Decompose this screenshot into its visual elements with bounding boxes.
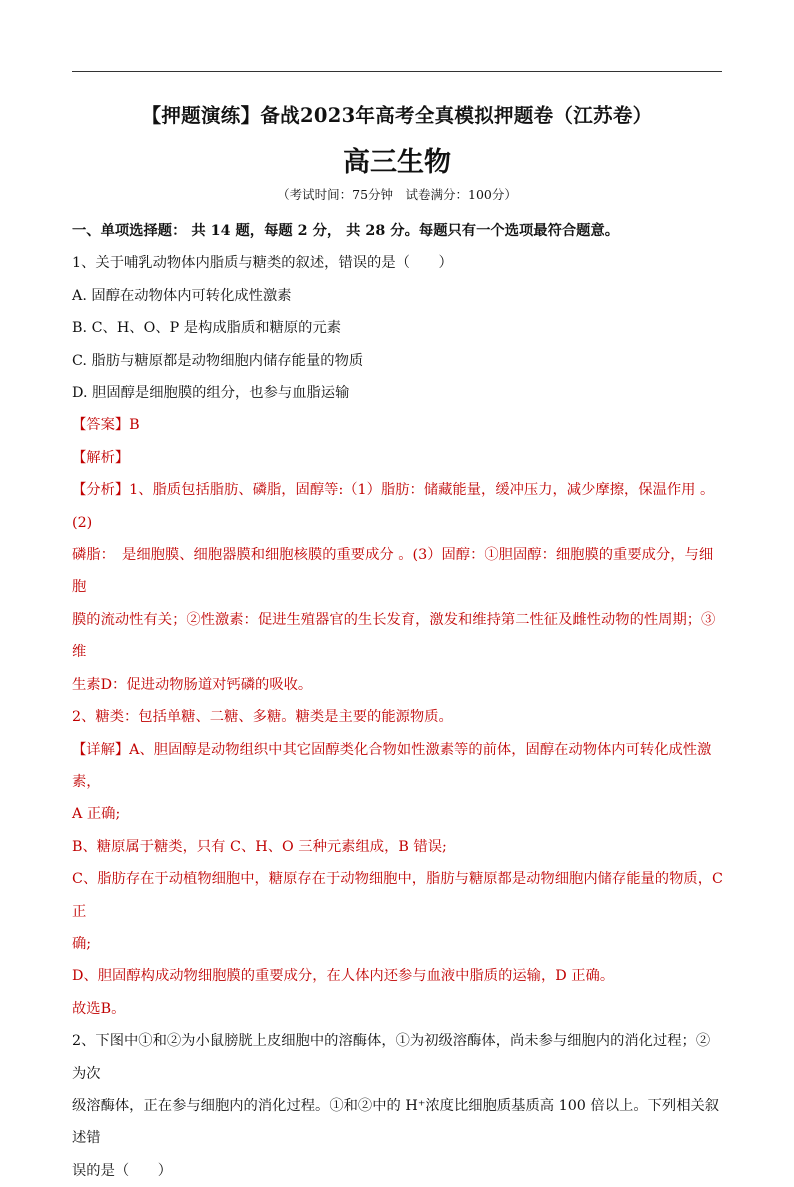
section-title: 一、单项选择题： 共 14 题，每题 2 分， 共 28 分。每题只有一个选项最符合题意。 — [72, 223, 620, 239]
question-2-stem-line: 2、下图中①和②为小鼠膀胱上皮细胞中的溶酶体，①为初级溶酶体，尚未参与细胞内的消化过程；②为次 — [72, 1033, 711, 1082]
question-1-stem: 1、关于哺乳动物体内脂质与糖类的叙述，错误的是（ ） — [72, 255, 453, 272]
analysis-line: 磷脂： 是细胞膜、细胞器膜和细胞核膜的重要成分 。(3）固醇：①胆固醇：细胞膜的重要成分，与细胞 — [72, 547, 714, 596]
detail-line: 确; — [72, 935, 92, 952]
detail-line: 故选B。 — [72, 1000, 126, 1017]
question-1-option-b: B. C、H、O、P 是构成脂质和糖原的元素 — [72, 320, 342, 337]
document-body — [72, 215, 724, 1187]
detail-line: B、糖原属于糖类，只有 C、H、O 三种元素组成，B 错误; — [72, 838, 447, 855]
question-1-option-c: C. 脂肪与糖原都是动物细胞内储存能量的物质 — [72, 352, 364, 369]
analysis-line: 生素D：促进动物肠道对钙磷的吸收。 — [72, 676, 313, 693]
detail-line: C、脂肪存在于动植物细胞中，糖原存在于动物细胞中，脂肪与糖原都是动物细胞内储存能量的物质，C 正 — [72, 871, 723, 920]
subject-title: 高三生物 — [343, 147, 451, 178]
detail-line: D、胆固醇构成动物细胞膜的重要成分，在人体内还参与血液中脂质的运输，D 正确。 — [72, 968, 615, 985]
question-2-stem-line: 级溶酶体，正在参与细胞内的消化过程。①和②中的 H⁺浓度比细胞质基质高 100 倍以上。下列相关叙述错 — [72, 1097, 720, 1147]
detail-line: 【详解】A、胆固醇是动物组织中其它固醇类化合物如性激素等的前体，固醇在动物体内可转化成性激素， — [72, 741, 712, 790]
exam-title: 【押题演练】备战2023年高考全真模拟押题卷（江苏卷） — [141, 104, 653, 127]
question-1-option-a: A. 固醇在动物体内可转化成性激素 — [72, 287, 292, 304]
answer-label: 【答案】B — [72, 417, 140, 434]
exam-info: （考试时间：75分钟 试卷满分：100分） — [277, 187, 517, 202]
analysis-line: 【分析】1、脂质包括脂肪、磷脂，固醇等:（1）脂肪：储藏能量，缓冲压力，减少摩擦，保温作用 。(2) — [72, 482, 715, 531]
header-rule — [72, 71, 722, 72]
analysis-line: 膜的流动性有关；②性激素：促进生殖器官的生长发育，激发和维持第二性征及雌性动物的性周期；③维 — [72, 611, 716, 661]
analysis-label: 【解析】 — [72, 449, 130, 466]
question-1-option-d: D. 胆固醇是细胞膜的组分，也参与血脂运输 — [72, 385, 350, 402]
detail-line: A 正确; — [72, 806, 121, 823]
question-2-stem-line: 误的是（ ） — [72, 1162, 173, 1179]
analysis-line: 2、糖类：包括单糖、二糖、多糖。糖类是主要的能源物质。 — [72, 709, 453, 726]
